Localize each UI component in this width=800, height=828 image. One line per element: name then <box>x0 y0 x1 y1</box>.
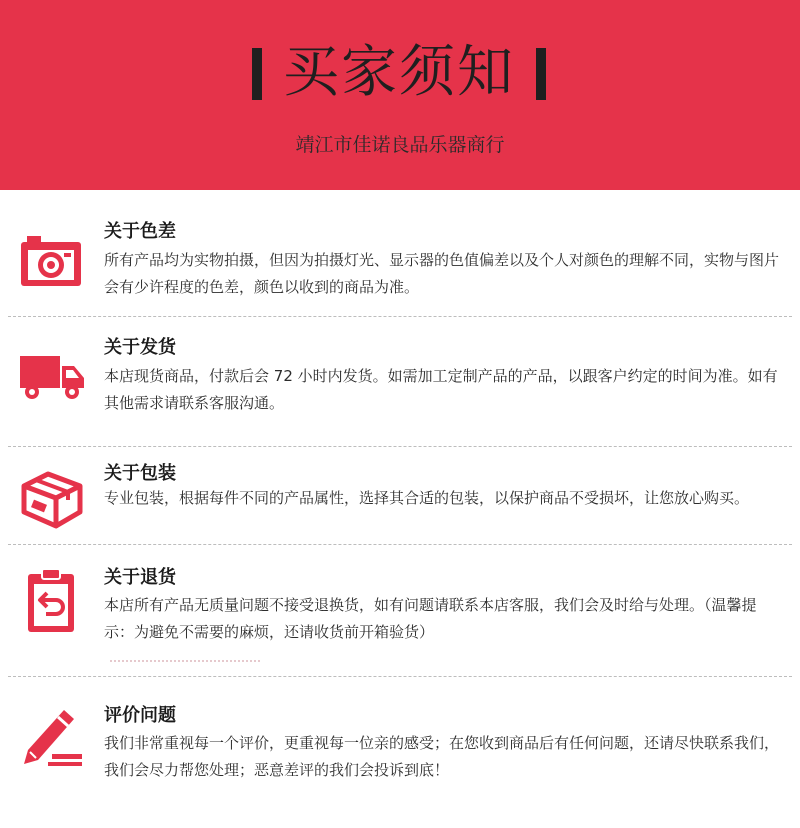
divider <box>8 446 792 447</box>
store-name: 靖江市佳诺良品乐器商行 <box>295 134 505 156</box>
title-right-bar <box>536 48 546 100</box>
section-reviews <box>0 696 800 806</box>
camera-icon <box>18 226 86 294</box>
clipboard-return-icon <box>18 566 86 634</box>
divider <box>8 316 792 317</box>
section-shipping <box>0 330 800 440</box>
section-heading: 关于退货 <box>104 567 176 588</box>
divider <box>8 676 792 677</box>
section-body: 本店所有产品无质量问题不接受退换货，如有问题请联系本店客服，我们会及时给与处理。（温馨提示：为避免不需要的麻烦，还请收货前开箱验货） <box>104 596 757 641</box>
section-heading: 关于包装 <box>104 463 176 484</box>
section-body: 本店现货商品，付款后会 72 小时内发货。如需加工定制产品的产品，以跟客户约定的时间为准。如有其他需求请联系客服沟通。 <box>104 367 778 412</box>
section-body: 所有产品均为实物拍摄，但因为拍摄灯光、显示器的色值偏差以及个人对颜色的理解不同，实物与图片会有少许程度的色差，颜色以收到的商品为准。 <box>104 251 780 296</box>
section-returns <box>0 560 800 660</box>
section-body: 我们非常重视每一个评价，更重视每一位亲的感受；在您收到商品后有任何问题，还请尽快联系我们，我们会尽力帮您处理；恶意差评的我们会投诉到底！ <box>104 734 780 779</box>
section-heading: 关于发货 <box>104 337 176 358</box>
box-icon <box>18 464 86 532</box>
truck-icon <box>18 344 86 412</box>
pencil-icon <box>18 700 86 768</box>
section-heading: 评价问题 <box>104 705 176 726</box>
section-body: 专业包装，根据每件不同的产品属性，选择其合适的包装，以保护商品不受损坏，让您放心购买。 <box>104 489 750 507</box>
section-packaging <box>0 456 800 540</box>
section-color-difference <box>0 210 800 310</box>
divider <box>8 544 792 545</box>
faint-mark <box>110 660 260 662</box>
header-banner <box>0 0 800 190</box>
title-left-bar <box>252 48 262 100</box>
page-title: 买家须知 <box>283 40 515 105</box>
section-heading: 关于色差 <box>104 221 176 242</box>
